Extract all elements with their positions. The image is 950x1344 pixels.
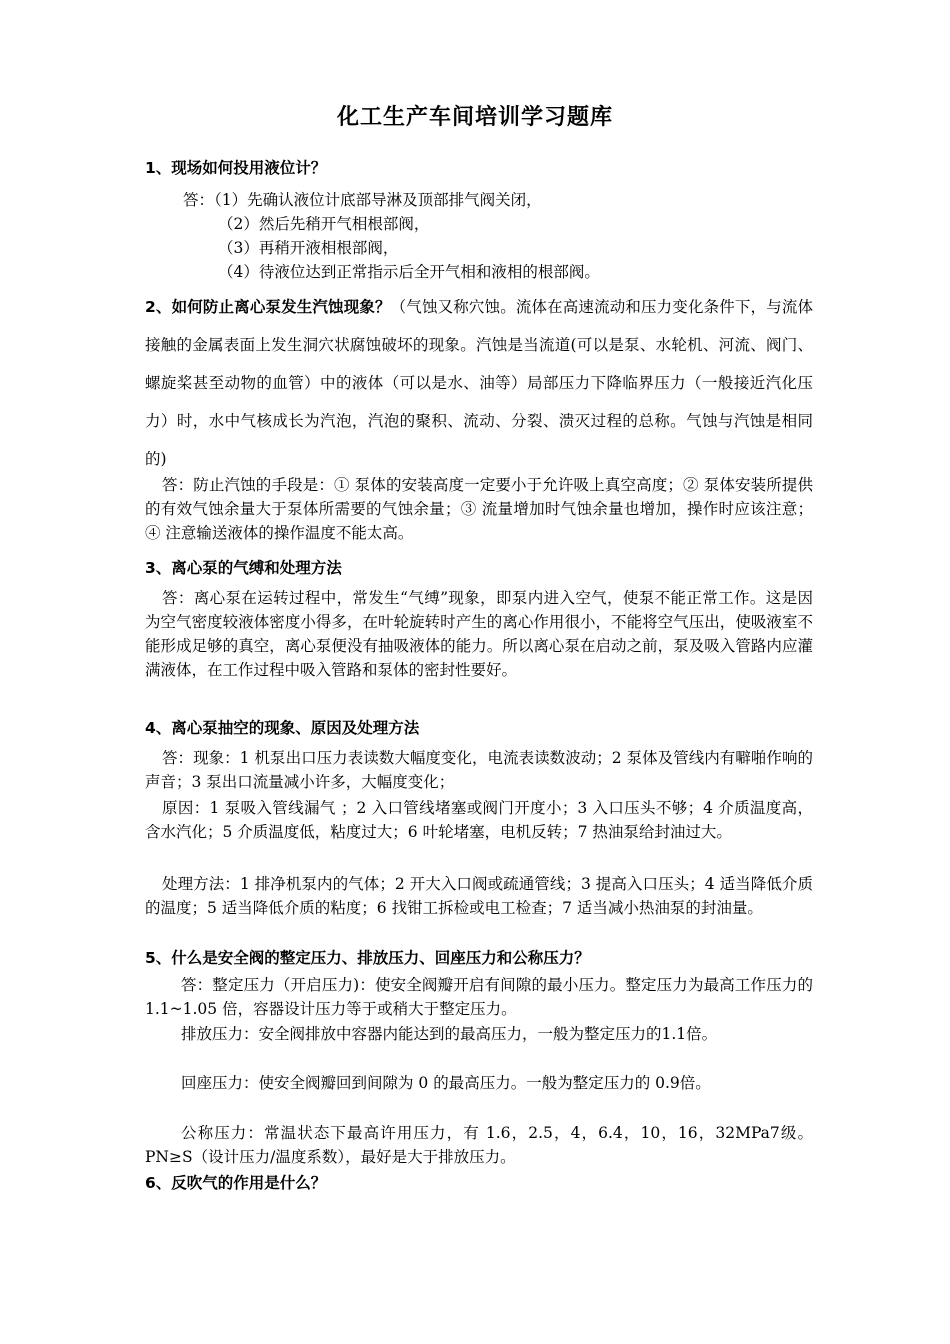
q2-answer: 答：防止汽蚀的手段是：① 泵体的安装高度一定要小于允许吸上真空高度；② 泵体安装所提供的有效气蚀余量大于泵体所需要的气蚀余量；③ 流量增加时气蚀余量也增加，操作时应该注意；④ 注意输送液体的操作温度不能太高。: [145, 476, 813, 542]
question-1: 1、现场如何投用液位计？: [145, 159, 327, 177]
document-title: 化工生产车间培训学习题库: [336, 105, 613, 130]
q4-phenomenon: 答：现象：1 机泵出口压力表读数大幅度变化，电流表读数波动；2 泵体及管线内有噼啪作响的声音；3 泵出口流量减小许多，大幅度变化；: [145, 749, 813, 791]
q1-answer-line-2: （2）然后先稍开气相根部阀，: [218, 215, 430, 233]
question-5: 5、什么是安全阀的整定压力、排放压力、回座压力和公称压力？: [145, 949, 590, 967]
q5-nominal-pressure: 公称压力：常温状态下最高许用压力，有 1.6，2.5，4，6.4，10，16，32MPa7级。PN≥S（设计压力/温度系数），最好是大于排放压力。: [145, 1124, 813, 1166]
question-3: 3、离心泵的气缚和处理方法: [145, 559, 342, 577]
question-2: 2、如何防止离心泵发生汽蚀现象？: [145, 298, 391, 316]
q1-answer-line-4: （4）待液位达到正常指示后全开气相和液相的根部阀。: [218, 263, 600, 281]
q5-reseat-pressure: 回座压力：使安全阀瓣回到间隙为 0 的最高压力。一般为整定压力的 0.9倍。: [181, 1074, 711, 1092]
q4-treatment: 处理方法：1 排净机泵内的气体；2 开大入口阀或疏通管线；3 提高入口压头；4 适当降低介质的温度；5 适当降低介质的粘度；6 找钳工拆检或电工检查；7 适当减小热油泵的封油量。: [145, 875, 813, 917]
q2-cavitation-note: （气蚀又称穴蚀。流体在高速流动和压力变化条件下，与流体接触的金属表面上发生洞穴状腐蚀破坏的现象。汽蚀是当流道(可以是泵、水轮机、河流、阀门、螺旋桨甚至动物的血管）中的液体（可以是水、油等）局部压力下降临界压力（一般接近汽化压力）时，水中气核成长为汽泡，汽泡的聚积、流动、分裂、溃灭过程的总称。气蚀与汽蚀是相同的): [145, 298, 813, 468]
question-6: 6、反吹气的作用是什么？: [145, 1174, 327, 1192]
question-4: 4、离心泵抽空的现象、原因及处理方法: [145, 719, 420, 737]
q4-cause: 原因：1 泵吸入管线漏气 ；2 入口管线堵塞或阀门开度小；3 入口压头不够；4 介质温度高，含水汽化；5 介质温度低，粘度过大；6 叶轮堵塞，电机反转；7 热油泵给封油过大。: [145, 799, 813, 841]
question-2-block: [145, 288, 813, 478]
q1-answer-line-1: 答：（1）先确认液位计底部导淋及顶部排气阀关闭，: [183, 191, 542, 209]
q5-discharge-pressure: 排放压力：安全阀排放中容器内能达到的最高压力，一般为整定压力的1.1倍。: [181, 1025, 718, 1043]
q1-answer-line-3: （3）再稍开液相根部阀，: [218, 239, 399, 257]
q3-answer: 答：离心泵在运转过程中，常发生“气缚”现象，即泵内进入空气，使泵不能正常工作。这是因为空气密度较液体密度小得多，在叶轮旋转时产生的离心作用很小，不能将空气压出，使吸液室不能形成足够的真空，离心泵便没有抽吸液体的能力。所以离心泵在启动之前，泵及吸入管路内应灌满液体，在工作过程中吸入管路和泵体的密封性要好。: [145, 589, 813, 679]
q5-set-pressure: 答：整定压力（开启压力)：使安全阀瓣开启有间隙的最小压力。整定压力为最高工作压力的 1.1~1.05 倍，容器设计压力等于或稍大于整定压力。: [145, 976, 813, 1018]
